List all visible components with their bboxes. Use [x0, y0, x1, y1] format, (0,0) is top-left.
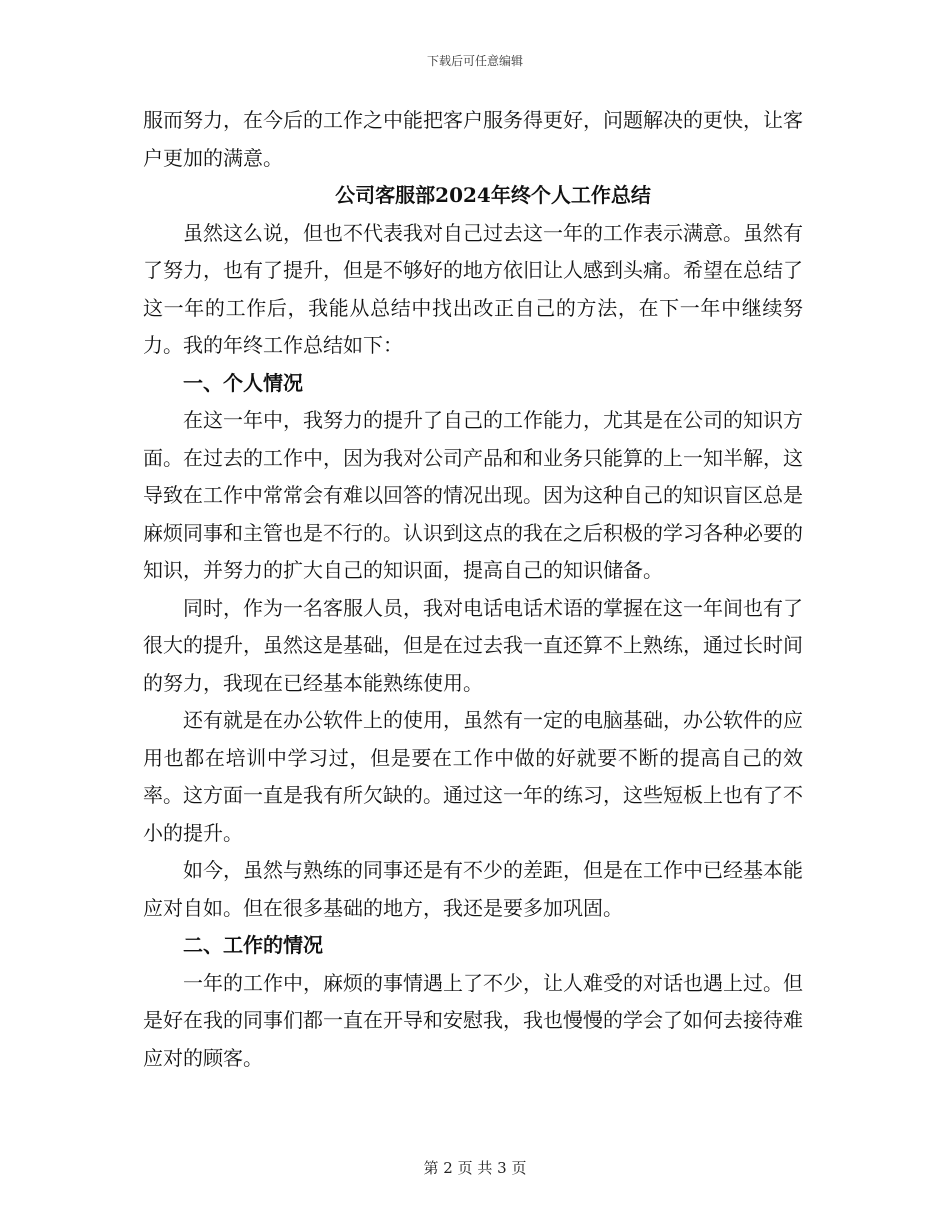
paragraph-work-situation: 一年的工作中，麻烦的事情遇上了不少，让人难受的对话也遇上过。但是好在我的同事们都一直在开导和安慰我，我也慢慢的学会了如何去接待难应对的顾客。	[143, 970, 803, 1070]
paragraph-phone-terms: 同时，作为一名客服人员，我对电话电话术语的掌握在这一年间也有了很大的提升，虽然这是基础，但是在过去我一直还算不上熟练，通过长时间的努力，我现在已经基本能熟练使用。	[143, 595, 803, 695]
section-heading-personal: 一、个人情况	[183, 370, 303, 395]
paragraph-current-status: 如今，虽然与熟练的同事还是有不少的差距，但是在工作中已经基本能应对自如。但在很多基础的地方，我还是要多加巩固。	[143, 858, 803, 920]
paragraph-knowledge: 在这一年中，我努力的提升了自己的工作能力，尤其是在公司的知识方面。在过去的工作中，因为我对公司产品和和业务只能算的上一知半解，这导致在工作中常常会有难以回答的情况出现。因为这种自己的知识盲区总是麻烦同事和主管也是不行的。认识到这点的我在之后积极的学习各种必要的知识，并努力的扩大自己的知识面，提高自己的知识储备。	[143, 408, 803, 582]
document-title: 公司客服部2024年终个人工作总结	[335, 183, 651, 207]
page-footer: 第 2 页 共 3 页	[423, 1159, 527, 1177]
paragraph-intro: 虽然这么说，但也不代表我对自己过去这一年的工作表示满意。虽然有了努力，也有了提升，但是不够好的地方依旧让人感到头痛。希望在总结了这一年的工作后，我能从总结中找出改正自己的方法，在下一年中继续努力。我的年终工作总结如下：	[143, 220, 803, 357]
paragraph-office-software: 还有就是在办公软件上的使用，虽然有一定的电脑基础，办公软件的应用也都在培训中学习过，但是要在工作中做的好就要不断的提高自己的效率。这方面一直是我有所欠缺的。通过这一年的练习，这些短板上也有了不小的提升。	[143, 708, 803, 845]
page-header: 下载后可任意编辑	[426, 54, 523, 68]
section-heading-work: 二、工作的情况	[183, 933, 323, 957]
document-body	[143, 102, 803, 1077]
paragraph-continuation: 服而努力，在今后的工作之中能把客户服务得更好，问题解决的更快，让客户更加的满意。	[143, 108, 803, 170]
